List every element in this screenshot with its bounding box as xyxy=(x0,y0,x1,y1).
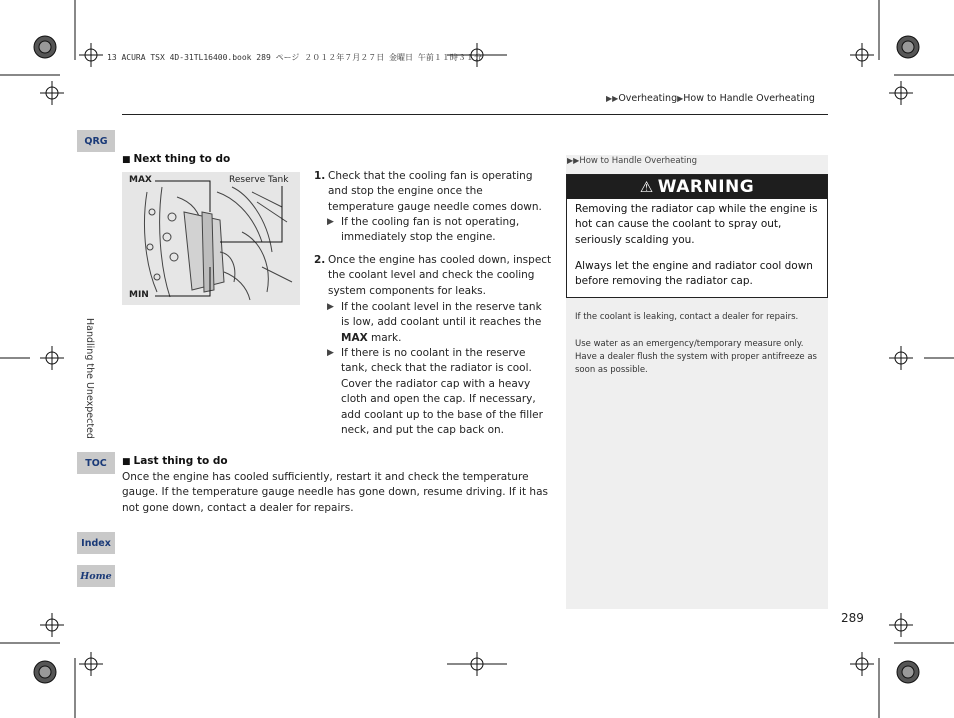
last-thing-heading-text: Last thing to do xyxy=(133,455,228,467)
reserve-tank-diagram xyxy=(122,172,300,305)
step-2 xyxy=(316,253,552,299)
max-label: MAX xyxy=(129,175,152,185)
step-number: 2. xyxy=(314,254,326,266)
reserve-tank-label: Reserve Tank xyxy=(229,175,289,185)
step-text: Check that the cooling fan is operating and stop the engine once the temperature gauge needle comes down. xyxy=(328,170,542,213)
next-thing-heading-text: Next thing to do xyxy=(133,153,231,165)
reference-text: How to Handle Overheating xyxy=(579,156,698,166)
square-bullet-icon: ■ xyxy=(122,155,131,165)
step-2-substep-1 xyxy=(327,300,549,346)
sidebar-note-1: If the coolant is leaking, contact a dealer for repairs. xyxy=(575,312,799,322)
sidebar-reference xyxy=(567,156,697,166)
qrg-button[interactable]: QRG xyxy=(77,130,115,152)
last-thing-heading xyxy=(122,455,228,467)
max-mark-bold: MAX xyxy=(341,331,368,344)
last-thing-text: Once the engine has cooled sufficiently, restart it and check the temperature gauge. If the temperature gauge needle has gone down, resume driving. If it has not gone down, contact a dealer for repairs. xyxy=(122,471,548,514)
breadcrumb-page: How to Handle Overheating xyxy=(683,93,815,104)
breadcrumb xyxy=(606,93,815,104)
engine-bay-illustration xyxy=(122,172,300,305)
step-1 xyxy=(316,169,552,215)
step-number: 1. xyxy=(314,170,326,182)
step-2-substep-2 xyxy=(327,346,549,438)
triangle-bullet-icon: ▶ xyxy=(327,348,334,358)
header-rule xyxy=(122,114,828,115)
breadcrumb-section-link[interactable]: Overheating xyxy=(618,93,678,104)
warning-title: WARNING xyxy=(657,177,755,197)
step-text: Once the engine has cooled down, inspect the coolant level and check the cooling system components for leaks. xyxy=(328,254,552,297)
min-label: MIN xyxy=(129,290,149,300)
substep-text-part: mark. xyxy=(367,331,402,344)
page-number: 289 xyxy=(841,611,864,625)
warning-header xyxy=(567,175,827,199)
substep-text xyxy=(341,300,549,346)
square-bullet-icon: ■ xyxy=(122,457,131,467)
substep-text: If the cooling fan is not operating, immediately stop the engine. xyxy=(341,216,520,244)
home-button[interactable]: Home xyxy=(77,565,115,587)
toc-button[interactable]: TOC xyxy=(77,452,115,474)
print-file-info: 13 ACURA TSX 4D-31TL16400.book 289 ページ ２０１２年７月２７日 金曜日 午前１１時３１分 xyxy=(107,53,482,62)
substep-text: If there is no coolant in the reserve tank, check that the radiator is cool. Cover the radiator cap with a heavy cloth and open the cap. If necessary, add coolant up to the base of the filler neck, and put the cap back on. xyxy=(341,347,543,437)
warning-paragraph-2: Always let the engine and radiator cool down before removing the radiator cap. xyxy=(575,260,813,288)
chapter-side-tab: Handling the Unexpected xyxy=(84,318,95,439)
triangle-bullet-icon: ▶ xyxy=(327,217,334,227)
warning-triangle-icon: ⚠ xyxy=(639,178,654,196)
warning-paragraph-1: Removing the radiator cap while the engine is hot can cause the coolant to spray out, seriously scalding you. xyxy=(575,203,818,246)
triangle-bullet-icon: ▶ xyxy=(327,302,334,312)
sidebar-note-2: Use water as an emergency/temporary measure only. Have a dealer flush the system with proper antifreeze as soon as possible. xyxy=(575,339,817,375)
index-button[interactable]: Index xyxy=(77,532,115,554)
step-1-substep xyxy=(327,215,549,246)
reference-icon: ▶▶ xyxy=(567,156,580,165)
next-thing-heading xyxy=(122,153,230,165)
breadcrumb-arrow-icon: ▶ xyxy=(677,94,684,103)
substep-text-part: If the coolant level in the reserve tank is low, add coolant until it reaches the xyxy=(341,301,542,329)
breadcrumb-arrow-icon: ▶▶ xyxy=(606,94,619,103)
